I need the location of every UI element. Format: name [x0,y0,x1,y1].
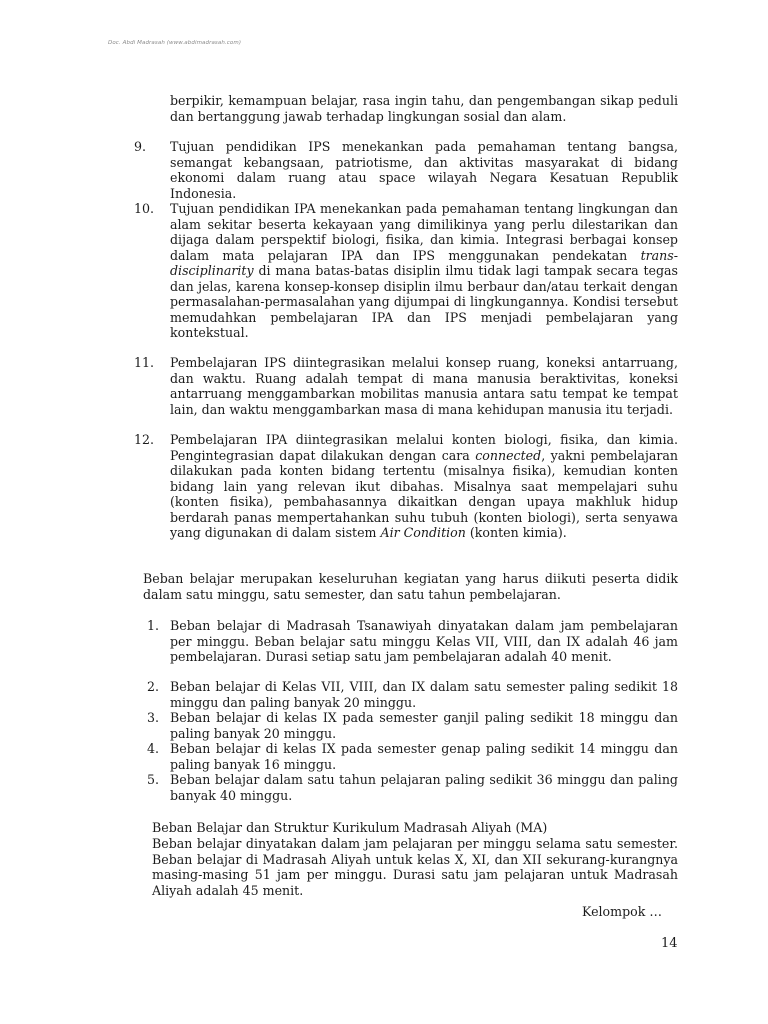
list-item-text: Tujuan pendidikan IPS menekankan pada pemahaman tentang bangsa, semangat kebangsaan, patriotisme, dan aktivitas masyarakat di bidang ekonomi dalam ruang atau space wilayah Negara Kesatuan Republik Indonesia. [170,139,678,201]
list-item-text: Beban belajar di kelas IX pada semester ganjil paling sedikit 18 minggu dan paling banyak 20 minggu. [170,710,678,741]
list-number: 9. [134,139,147,154]
list-item-12 [134,432,678,541]
page-number: 14 [661,936,678,951]
section-heading-ma: Beban Belajar dan Struktur Kurikulum Madrasah Aliyah (MA) [152,820,548,835]
list-item-text: Beban belajar di kelas IX pada semester genap paling sedikit 14 minggu dan paling banyak 16 minggu. [170,741,678,772]
list-item-text: Beban belajar di Kelas VII, VIII, dan IX dalam satu semester paling sedikit 18 minggu dan paling banyak 20 minggu. [170,679,678,710]
list-number: 10. [134,201,155,216]
catchword: Kelompok … [582,904,662,919]
continued-list-text: berpikir, kemampuan belajar, rasa ingin tahu, dan pengembangan sikap peduli dan bertanggung jawab terhadap lingkungan sosial dan alam. [170,93,678,124]
list-item-text: Pembelajaran IPA diintegrasikan melalui konten biologi, fisika, dan kimia. Pengintegrasian dapat dilakukan dengan cara connected, yakni pembelajaran dilakukan pada konten bidang tertentu (misalnya fisika), kemudian konten bidang lain yang relevan ikut dibahas. Misalnya saat mempelajari suhu (konten fisika), pembahasannya dikaitkan dengan upaya makhluk hidup berdarah panas mempertahankan suhu tubuh (konten biologi), serta senyawa yang digunakan di dalam sistem Air Condition (konten kimia). [170,432,678,540]
list-item-text: Beban belajar di Madrasah Tsanawiyah dinyatakan dalam jam pembelajaran per minggu. Beban belajar satu minggu Kelas VII, VIII, dan IX adalah 46 jam pembelajaran. Durasi setiap satu jam pembelajaran adalah 40 menit. [170,618,678,664]
beban-list-item-1 [147,618,678,665]
document-watermark-header: Doc. Abdi Madrasah (www.abdimadrasah.com) [108,40,242,46]
emphasis-text: Air Condition [380,525,466,540]
list-item-text: Tujuan pendidikan IPA menekankan pada pemahaman tentang lingkungan dan alam sekitar beserta kekayaan yang dimilikinya yang perlu dilestarikan dan dijaga dalam perspektif biologi, fisika, dan kimia. Integrasi berbagai konsep dalam mata pelajaran IPA dan IPS menggunakan pendekatan trans-disciplinarity di mana batas-batas disiplin ilmu tidak lagi tampak secara tegas dan jelas, karena konsep-konsep disiplin ilmu berbaur dan/atau terkait dengan permasalahan-permasalahan yang dijumpai di lingkungannya. Kondisi tersebut memudahkan pembelajaran IPA dan IPS menjadi pembelajaran yang kontekstual. [170,201,678,340]
list-item-11 [134,355,678,417]
beban-list-item-3 [147,710,678,741]
list-item-text: Beban belajar dalam satu tahun pelajaran paling sedikit 36 minggu dan paling banyak 40 minggu. [170,772,678,803]
list-item-9 [134,139,678,201]
beban-list-item-2 [147,679,678,710]
list-number: 11. [134,355,155,370]
list-item-text: Pembelajaran IPS diintegrasikan melalui konsep ruang, koneksi antarruang, dan waktu. Ruang adalah tempat di mana manusia beraktivitas, koneksi antarruang menggambarkan mobilitas manusia antara satu tempat ke tempat lain, dan waktu menggambarkan masa di mana kehidupan manusia itu terjadi. [170,355,678,417]
section-body-ma: Beban belajar dinyatakan dalam jam pelajaran per minggu selama satu semester. Beban belajar di Madrasah Aliyah untuk kelas X, XI, dan XII sekurang-kurangnya masing-masing 51 jam per minggu. Durasi satu jam pelajaran untuk Madrasah Aliyah adalah 45 menit. [152,836,678,898]
list-number: 1. [147,618,160,633]
list-number: 4. [147,741,160,756]
list-number: 5. [147,772,160,787]
emphasis-text: connected [475,447,542,463]
list-number: 12. [134,432,155,447]
list-item-10 [134,201,678,341]
beban-list-item-5 [147,772,678,803]
beban-belajar-intro: Beban belajar merupakan keseluruhan kegiatan yang harus diikuti peserta didik dalam satu minggu, satu semester, dan satu tahun pembelajaran. [143,571,678,602]
beban-list-item-4 [147,741,678,772]
emphasis-text: trans-disciplinarity [170,247,678,278]
list-number: 3. [147,710,160,725]
list-number: 2. [147,679,160,694]
